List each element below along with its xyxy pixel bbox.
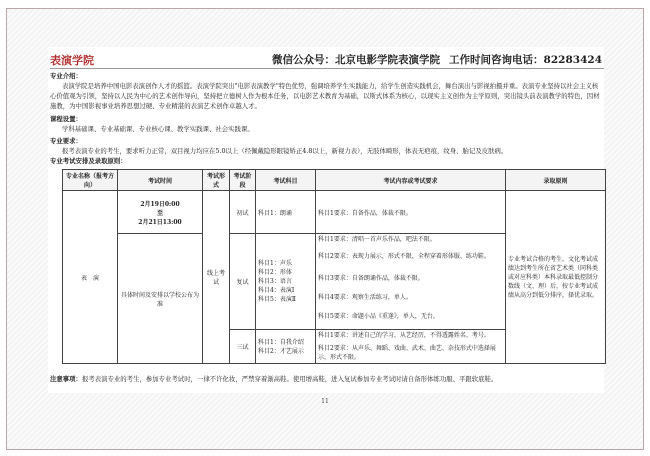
stage-cell: 复试 — [230, 234, 256, 330]
intro-text: 表演学院是培养中国电影表演创作人才的摇篮。表演学院突出"电影表演教学"特色优势，强调培养学生实践能力，给学生创造实践机会，舞台演出与影视拍摄并重。表演专业坚持以社会主义核心价值观为引领，坚持以人民为中心的艺术创作导向，坚持把立德树人作为根本任务，以电影艺术教育为基础，以斯式体系为核心，以现实主义创作为主学原则，突出镜头前表演教学的特色，因材施教，为中国影视事业培养思想过硬、专业精湛的表演艺术创作卓越人才。 — [50, 82, 600, 110]
content-item: 科目4要求：观察生活练习，单人。 — [318, 294, 412, 301]
time-first-to: 至 — [156, 209, 163, 217]
header-subject: 考试科目 — [256, 170, 316, 191]
principle-cell: 专业考试合格的考生，文化考试成绩达到考生所在省艺术类（同科类或对应科类）本科录取最低控制分数线（文、理）后，按专业考试成绩从高分到低分排序，择优录取。 — [506, 191, 606, 364]
header-principle: 录取原则 — [506, 170, 606, 191]
requirements-text: 报考表演专业的考生，要求听力正常，双目视力均应在5.0以上（经佩戴隐形眼镜矫正4.8以上，新视力表），无肢体畸形，体表无疤痕，纹身、胎记及皮肤病。 — [62, 147, 508, 155]
form-cell: 线上考试 — [203, 191, 230, 364]
notice-title: 注意事项： — [50, 375, 82, 383]
header-major: 专业名称（报考方向） — [63, 170, 118, 191]
content-cell: 科目1要求：自备作品，体裁不限。 — [316, 191, 506, 234]
subject-cell: 科目1：声乐 科目2：形体 科目3：语言 科目4：表演Ⅰ 科目5：表演Ⅱ — [256, 234, 316, 330]
subject-cell: 科目1：自我介绍 科目2：才艺展示 — [256, 330, 316, 364]
contact-phone: 工作时间咨询电话：82283424 — [449, 54, 602, 66]
time-first-end: 2月21日13:00 — [138, 218, 182, 226]
exam-table — [62, 169, 606, 364]
time-first-start: 2月19日0:00 — [140, 200, 180, 208]
content-cell — [316, 234, 506, 330]
requirements-title: 专业要求： — [50, 137, 82, 145]
content-item: 科目2要求：表现力展示，形式不限，全程穿着形体服、练功鞋。 — [318, 253, 490, 260]
header-content: 考试内容或考试要求 — [316, 170, 506, 191]
table-header-row — [63, 170, 606, 191]
courses-section — [50, 114, 604, 134]
header-stage: 考试阶段 — [230, 170, 256, 191]
header-time: 考试时间 — [118, 170, 203, 191]
major-cell: 表 演 — [63, 191, 118, 364]
intro-title: 专业介绍： — [50, 72, 82, 80]
notice-text: 报考表演专业的考生，参加专业考试时，一律不许化妆，严禁穿着渐高鞋。使用增高鞋，进入复试参加专业考试时请自备形体练功服、平跟软底鞋。 — [81, 375, 498, 383]
intro-section — [50, 71, 604, 111]
stage-cell: 初试 — [230, 191, 256, 234]
content-cell — [316, 330, 506, 364]
notice-section — [50, 374, 604, 383]
requirements-section — [50, 136, 604, 166]
table-row — [63, 191, 606, 234]
header-divider — [50, 68, 604, 69]
content-item: 科目5要求：命题小品《重逢》，单人，无台。 — [318, 313, 439, 320]
wechat-account: 微信公众号：北京电影学院表演学院 — [272, 54, 440, 66]
content-item: 科目1要求：清唱一首声乐作品，吧法不限。 — [318, 236, 436, 243]
content-item: 科目3要求：自备朗诵作品，体裁不限。 — [318, 275, 424, 282]
courses-text: 学科基础课、专业基础课、专业核心课、教学实践课、社会实践课。 — [62, 125, 254, 133]
header-form: 考试形式 — [203, 170, 230, 191]
subject-cell: 科目1：朗诵 — [256, 191, 316, 234]
content-item: 科目2要求：从声乐、舞蹈、戏曲、武术、曲艺、杂技形式中选择展示，形式不限。 — [318, 345, 496, 361]
school-name: 表演学院 — [50, 54, 94, 67]
table-title: 专业考试安排及录取原则： — [50, 157, 127, 165]
stage-cell: 三试 — [230, 330, 256, 364]
courses-title: 课程设置： — [50, 115, 82, 123]
time-first-cell — [118, 191, 203, 234]
page-header — [50, 52, 604, 68]
content-item: 科目1要求：讲述自己的学习、从艺经历，不得透露姓名、考号。 — [318, 332, 490, 339]
time-later-cell: 具体时间及安排以学校公布为准 — [118, 234, 203, 364]
page-number: 11 — [321, 398, 329, 405]
